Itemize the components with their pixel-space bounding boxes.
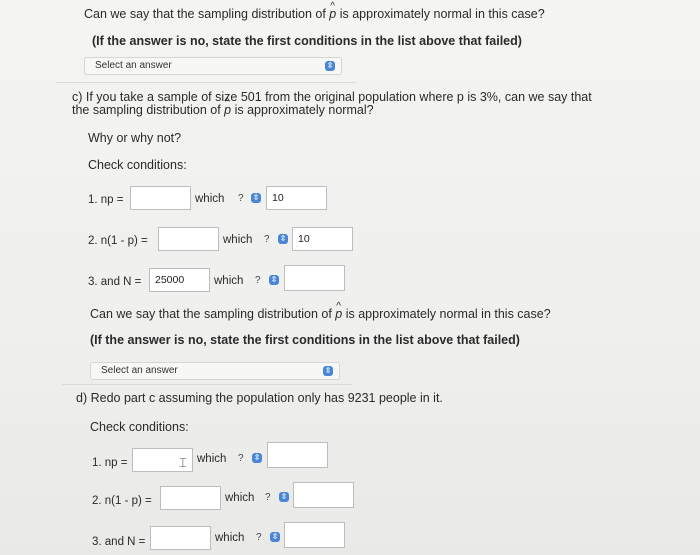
- d2-n1mp-input[interactable]: [160, 486, 221, 510]
- part-c-prompt-line2-post: is approximately normal?: [231, 103, 374, 117]
- d1-label: 1. np =: [92, 457, 128, 469]
- top-instruction: (If the answer is no, state the first conditions in the list above that failed): [92, 34, 522, 48]
- top-question-pre: Can we say that the sampling distribution of: [84, 7, 330, 21]
- d3-compare-select-icon[interactable]: ⇳: [271, 532, 279, 541]
- c1-compare-select-icon[interactable]: ⇳: [252, 193, 260, 202]
- d1-compare-select-icon[interactable]: ⇳: [253, 453, 261, 462]
- c2-which: which: [223, 234, 253, 246]
- c2-compare-select-icon[interactable]: ⇳: [279, 234, 287, 243]
- text-cursor-icon: ⌶: [179, 455, 187, 470]
- c3-question-mark: ?: [255, 275, 261, 286]
- d2-which: which: [225, 492, 255, 504]
- c3-label: 3. and N =: [88, 276, 142, 288]
- part-c-question-pre: Can we say that the sampling distribution of: [90, 307, 336, 321]
- c2-threshold-value: 10: [298, 233, 310, 245]
- p-hat-symbol: ^ p: [224, 102, 231, 118]
- part-c-why: Why or why not?: [88, 131, 182, 145]
- p-hat-symbol: ^ p: [329, 6, 336, 22]
- top-question: [84, 6, 545, 22]
- c1-question-mark: ?: [238, 193, 244, 204]
- chevron-updown-icon: ⇳: [326, 61, 334, 70]
- d2-label: 2. n(1 - p) =: [92, 495, 152, 507]
- part-d-check-heading: Check conditions:: [90, 420, 189, 434]
- part-d-prompt: d) Redo part c assuming the population only has 9231 people in it.: [76, 391, 443, 405]
- d1-np-input[interactable]: [132, 448, 193, 472]
- c2-n1mp-input[interactable]: [158, 227, 219, 251]
- c3-threshold-input[interactable]: [284, 265, 345, 291]
- part-c-prompt-line1: c) If you take a sample of size 501 from the original population where p is 3%, can we say that: [72, 90, 592, 104]
- d1-which: which: [197, 453, 227, 465]
- part-c-answer-select[interactable]: [90, 362, 340, 380]
- d3-which: which: [215, 532, 245, 544]
- part-c-question: [90, 306, 551, 322]
- c1-threshold-input[interactable]: [266, 186, 327, 210]
- c1-np-input[interactable]: [130, 186, 191, 210]
- c1-threshold-value: 10: [272, 192, 284, 204]
- c2-question-mark: ?: [264, 234, 270, 245]
- d3-threshold-input[interactable]: [284, 522, 345, 548]
- d2-question-mark: ?: [265, 492, 271, 503]
- select-label: Select an answer: [95, 60, 172, 71]
- c3-population-input[interactable]: [149, 268, 210, 292]
- part-c-prompt-line2: [72, 102, 374, 118]
- c2-label: 2. n(1 - p) =: [88, 235, 148, 247]
- d3-question-mark: ?: [256, 532, 262, 543]
- d1-question-mark: ?: [238, 453, 244, 464]
- c3-which: which: [214, 275, 244, 287]
- part-c-instruction: (If the answer is no, state the first conditions in the list above that failed): [90, 333, 520, 347]
- part-c-question-post: is approximately normal in this case?: [342, 307, 551, 321]
- section-divider: [62, 384, 352, 385]
- d3-population-input[interactable]: [150, 526, 211, 550]
- section-divider: [56, 82, 356, 83]
- part-c-prompt-line2-pre: the sampling distribution of: [72, 103, 225, 117]
- d2-threshold-input[interactable]: [293, 482, 354, 508]
- c3-population-value: 25000: [155, 274, 185, 286]
- d2-compare-select-icon[interactable]: ⇳: [280, 492, 288, 501]
- c3-compare-select-icon[interactable]: ⇳: [270, 275, 278, 284]
- chevron-updown-icon: ⇳: [324, 366, 332, 375]
- p-hat-symbol: ^ p: [335, 306, 342, 322]
- top-answer-select[interactable]: [84, 57, 342, 75]
- select-label: Select an answer: [101, 365, 178, 376]
- c1-which: which: [195, 193, 225, 205]
- top-question-post: is approximately normal in this case?: [336, 7, 545, 21]
- c2-threshold-input[interactable]: [292, 227, 353, 251]
- d3-label: 3. and N =: [92, 536, 146, 548]
- d1-threshold-input[interactable]: [267, 442, 328, 468]
- c1-label: 1. np =: [88, 194, 124, 206]
- part-c-check-heading: Check conditions:: [88, 158, 187, 172]
